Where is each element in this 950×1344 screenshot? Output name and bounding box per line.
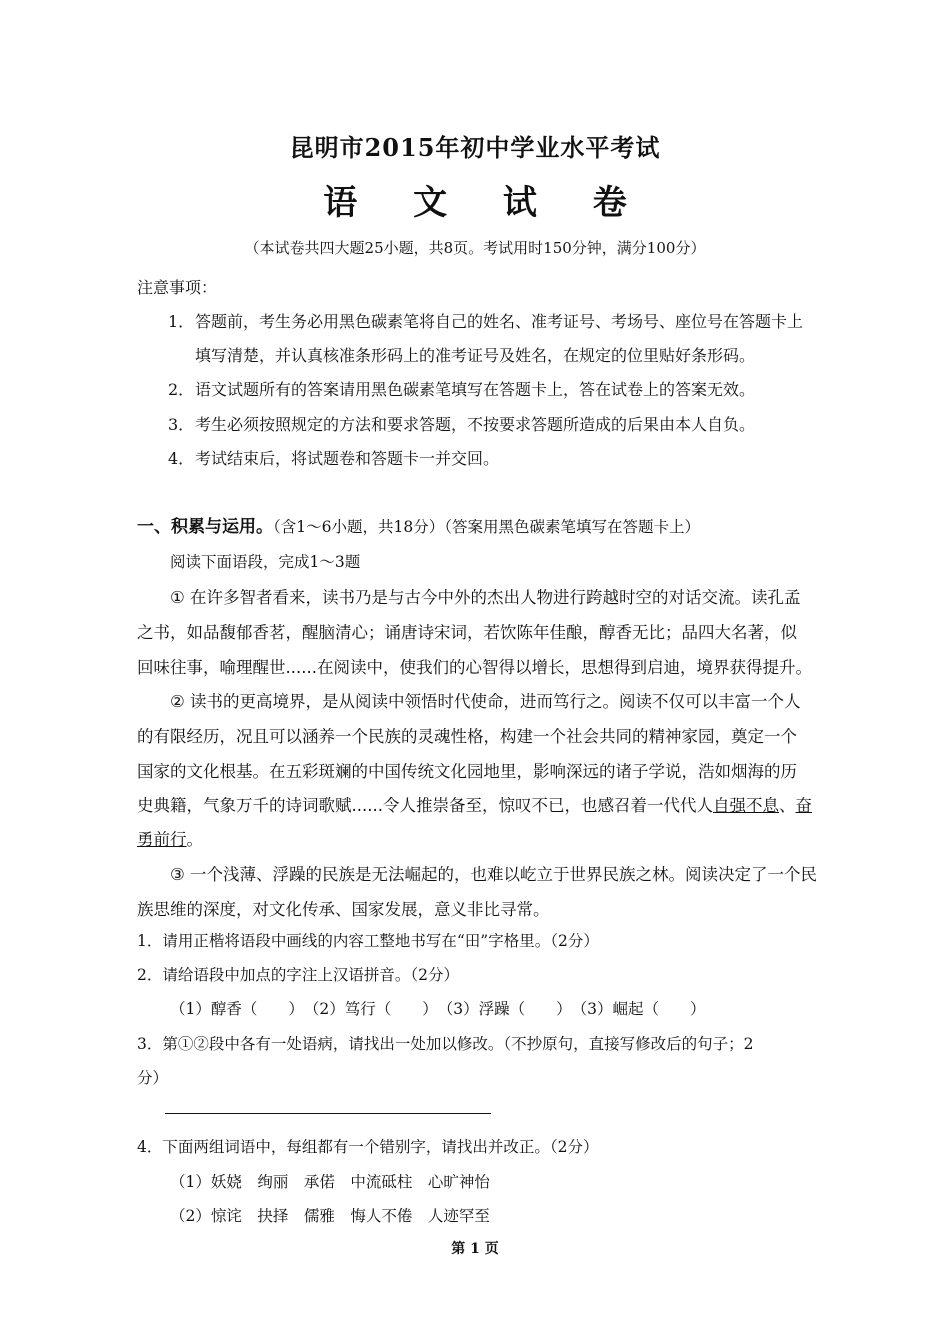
passage-text: 史典籍，气象万千的诗词歌赋......令人推崇备至，惊叹不已，也感召着一代代人: [137, 796, 713, 815]
passage-line: ③ 一个浅薄、浮躁的民族是无法崛起的，也难以屹立于世界民族之林。阅读决定了一个民: [170, 865, 818, 884]
reading-instruction: 阅读下面语段，完成1～3题: [170, 553, 361, 571]
question-3: 3．第①②段中各有一处语病，请找出一处加以修改。（不抄原句，直接写修改后的句子；2: [137, 1035, 754, 1053]
exam-title: 昆明市2015年初中学业水平考试: [289, 133, 661, 162]
notice-item-text: 语文试题所有的答案请用黑色碳素笔填写在答题卡上，答在试卷上的答案无效。: [195, 380, 756, 399]
notice-item-text-cont: 填写清楚，并认真核准条形码上的准考证号及姓名，在规定的位里贴好条形码。: [195, 346, 756, 365]
passage-line: ② 读书的更高境界，是从阅读中领悟时代使命，进而笃行之。阅读不仅可以丰富一个人: [170, 692, 801, 711]
notice-item-text: 考生必须按照规定的方法和要求答题，不按要求答题所造成的后果由本人自负。: [195, 415, 756, 434]
question-4-item-1: （1）妖娆 绚丽 承偌 中流砥柱 心旷神怡: [170, 1173, 490, 1191]
exam-subtitle: （本试卷共四大题25小题，共8页。考试用时150分钟，满分100分）: [244, 239, 706, 257]
passage-line: 的有限经历，况且可以涵养一个民族的灵魂性格，构建一个社会共同的精神家园，奠定一个: [137, 727, 797, 746]
passage-line: 族思维的深度，对文化传承、国家发展，意义非比寻常。: [137, 900, 550, 919]
passage-punct: 。: [186, 830, 203, 849]
question-2: 2．请给语段中加点的字注上汉语拼音。（2分）: [137, 966, 459, 984]
section-heading: [137, 512, 700, 537]
page-number: 第 1 页: [451, 1241, 499, 1257]
underlined-phrase: 奋: [795, 796, 812, 815]
notice-item-text: 考试结束后，将试题卷和答题卡一并交回。: [195, 449, 500, 468]
subject-title: 语 文 试 卷: [323, 183, 649, 223]
notice-item-number: 1．: [168, 312, 195, 331]
passage-line: ① 在许多智者看来，读书乃是与古今中外的杰出人物进行跨越时空的对话交流。读孔孟: [170, 588, 801, 607]
notice-item-text: 答题前，考生务必用黑色碳素笔将自己的姓名、准考证号、考场号、座位号在答题卡上: [195, 312, 804, 331]
passage-line: [137, 826, 817, 850]
passage-line: [137, 792, 817, 816]
notice-item-number: 4．: [168, 449, 195, 468]
passage-punct: 、: [778, 796, 796, 815]
underlined-phrase: 自强不息: [712, 796, 779, 815]
underlined-phrase: 勇前行: [137, 830, 187, 849]
notice-heading: 注意事项：: [137, 278, 218, 297]
notice-item-number: 3．: [168, 415, 195, 434]
question-2-items: （1）醇香（ ） （2）笃行（ ） （3）浮躁（ ） （3）崛起（ ）: [170, 1000, 706, 1018]
answer-blank-line[interactable]: [165, 1113, 491, 1114]
question-4: 4．下面两组词语中，每组都有一个错别字，请找出并改正。（2分）: [137, 1138, 599, 1156]
question-4-item-2: （2）惊诧 抉择 儒雅 悔人不倦 人迹罕至: [170, 1207, 490, 1225]
passage-line: 之书，如品馥郁香茗，醒脑清心；诵唐诗宋词，若饮陈年佳酿，醇香无比；品四大名著，似: [137, 623, 797, 642]
passage-line: 回味往事，喻理醒世......在阅读中，使我们的心智得以增长，思想得到启迪，境界获得提升。: [137, 658, 812, 677]
section-title: 一、积累与运用。: [137, 517, 273, 537]
passage-line: 国家的文化根基。在五彩斑斓的中国传统文化园地里，影响深远的诸子学说，浩如烟海的历: [137, 762, 797, 781]
question-1: 1．请用正楷将语段中画线的内容工整地书写在“田”字格里。（2分）: [137, 932, 599, 950]
notice-item-number: 2．: [168, 380, 195, 399]
section-note: （含1～6小题，共18分）（答案用黑色碳素笔填写在答题卡上）: [273, 518, 700, 536]
question-3-cont: 分）: [137, 1069, 169, 1087]
